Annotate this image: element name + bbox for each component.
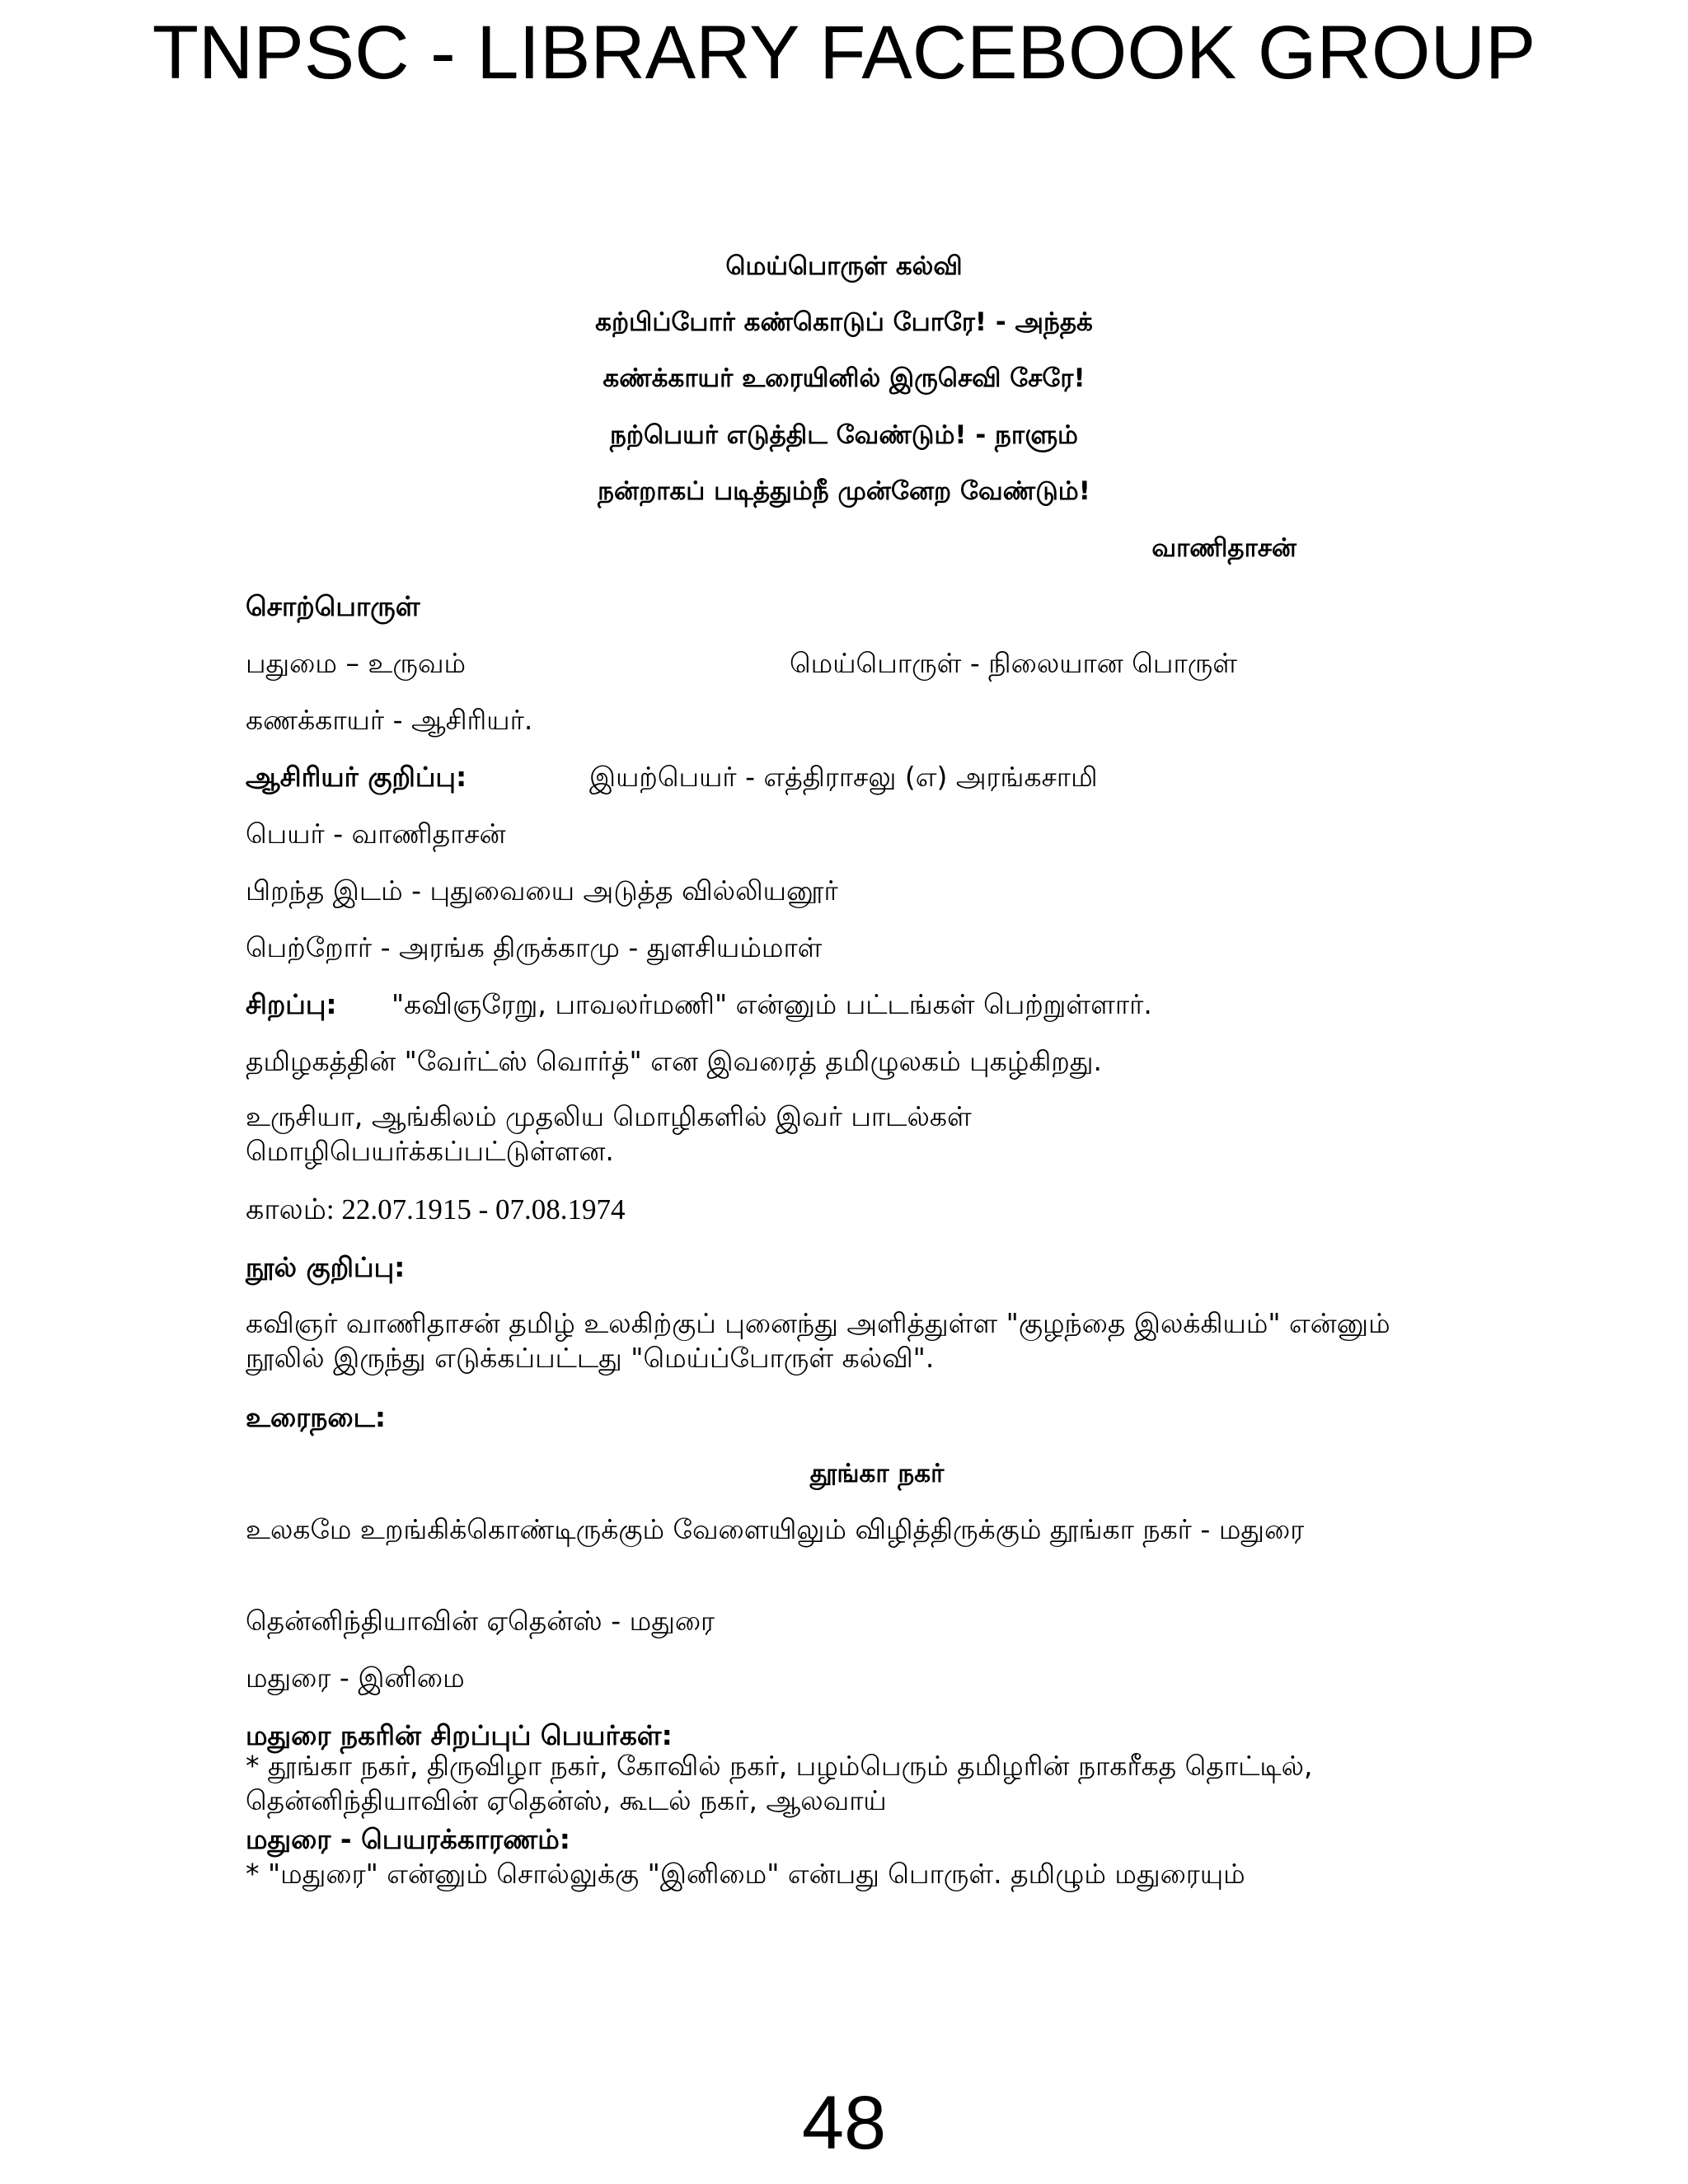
- author-translations: உருசியா, ஆங்கிலம் முதலிய மொழிகளில் இவர் பாடல்கள் மொழிபெயர்க்கப்பட்டுள்ளன.: [246, 1100, 972, 1167]
- prose-title: தூங்கா நகர்: [809, 1459, 945, 1488]
- prose-heading: உரைநடை:: [246, 1401, 387, 1433]
- author-note-heading: ஆசிரியர் குறிப்பு:: [246, 761, 467, 793]
- poem-line-3: நற்பெயர் எடுத்திட வேண்டும்! - நாளும்: [609, 420, 1079, 450]
- book-note-heading: நூல் குறிப்பு:: [246, 1251, 406, 1283]
- madurai-reason-text: * "மதுரை" என்னும் சொல்லுக்கு "இனிமை" என்பது பொருள். தமிழும் மதுரையும்: [246, 1858, 1245, 1890]
- poem-line-1: கற்பிப்போர் கண்கொடுப் போரே! - அந்தக்: [595, 307, 1093, 337]
- author-birthplace: பிறந்த இடம் - புதுவையை அடுத்த வில்லியனூர்: [246, 874, 838, 907]
- glossary-item: பதுமை – உருவம்: [246, 647, 467, 679]
- page-header: TNPSC - LIBRARY FACEBOOK GROUP: [152, 11, 1536, 95]
- author-real-name: இயற்பெயர் - எத்திராசலு (எ) அரங்கசாமி: [589, 761, 1098, 793]
- poem-line-2: கண்க்காயர் உரையினில் இருசெவி சேரே!: [603, 363, 1085, 393]
- madurai-names-heading: மதுரை நகரின் சிறப்புப் பெயர்கள்:: [246, 1719, 673, 1751]
- author-wordsworth: தமிழகத்தின் "வேர்ட்ஸ் வொர்த்" என இவரைத் தமிழுலகம் புகழ்கிறது.: [246, 1045, 1103, 1077]
- author-special-label: சிறப்பு:: [246, 988, 337, 1020]
- poem-line-4: நன்றாகப் படித்தும்நீ முன்னேற வேண்டும்!: [598, 476, 1090, 506]
- book-note-text: கவிஞர் வாணிதாசன் தமிழ் உலகிற்குப் புனைந்து அளித்துள்ள "குழந்தை இலக்கியம்" என்னும் நூலில் இருந்து எடுக்கப்பட்டது "மெய்ப்போருள் கல்வி".: [246, 1307, 1390, 1374]
- poem-title: மெய்பொருள் கல்வி: [725, 251, 963, 281]
- glossary-item: மெய்பொருள் - நிலையான பொருள்: [790, 647, 1238, 679]
- author-special-text: "கவிஞரேறு, பாவலர்மணி" என்னும் பட்டங்கள் பெற்றுள்ளார்.: [392, 988, 1152, 1020]
- author-period: காலம்: 22.07.1915 - 07.08.1974: [246, 1193, 626, 1226]
- author-parents: பெற்றோர் - அரங்க திருக்காமு - துளசியம்மாள்: [246, 931, 823, 963]
- glossary-heading: சொற்பொருள்: [246, 590, 420, 622]
- madurai-reason-heading: மதுரை - பெயரக்காரணம்:: [246, 1823, 570, 1855]
- madurai-names-text: * தூங்கா நகர், திருவிழா நகர், கோவில் நகர், பழம்பெரும் தமிழரின் நாகரீகத தொட்டில், தென்னிந்தியாவின் ஏதென்ஸ், கூடல் நகர், ஆலவாய்: [246, 1750, 1313, 1816]
- prose-line-3: மதுரை - இனிமை: [246, 1661, 465, 1694]
- page-number: 48: [801, 2081, 887, 2165]
- author-name: பெயர் - வாணிதாசன்: [246, 818, 506, 850]
- poem-author: வாணிதாசன்: [1151, 533, 1296, 563]
- glossary-item: கணக்காயர் - ஆசிரியர்.: [246, 704, 533, 736]
- prose-line-2: தென்னிந்தியாவின் ஏதென்ஸ் - மதுரை: [246, 1605, 715, 1637]
- prose-line-1: உலகமே உறங்கிக்கொண்டிருக்கும் வேளையிலும் விழித்திருக்கும் தூங்கா நகர் - மதுரை: [246, 1513, 1305, 1545]
